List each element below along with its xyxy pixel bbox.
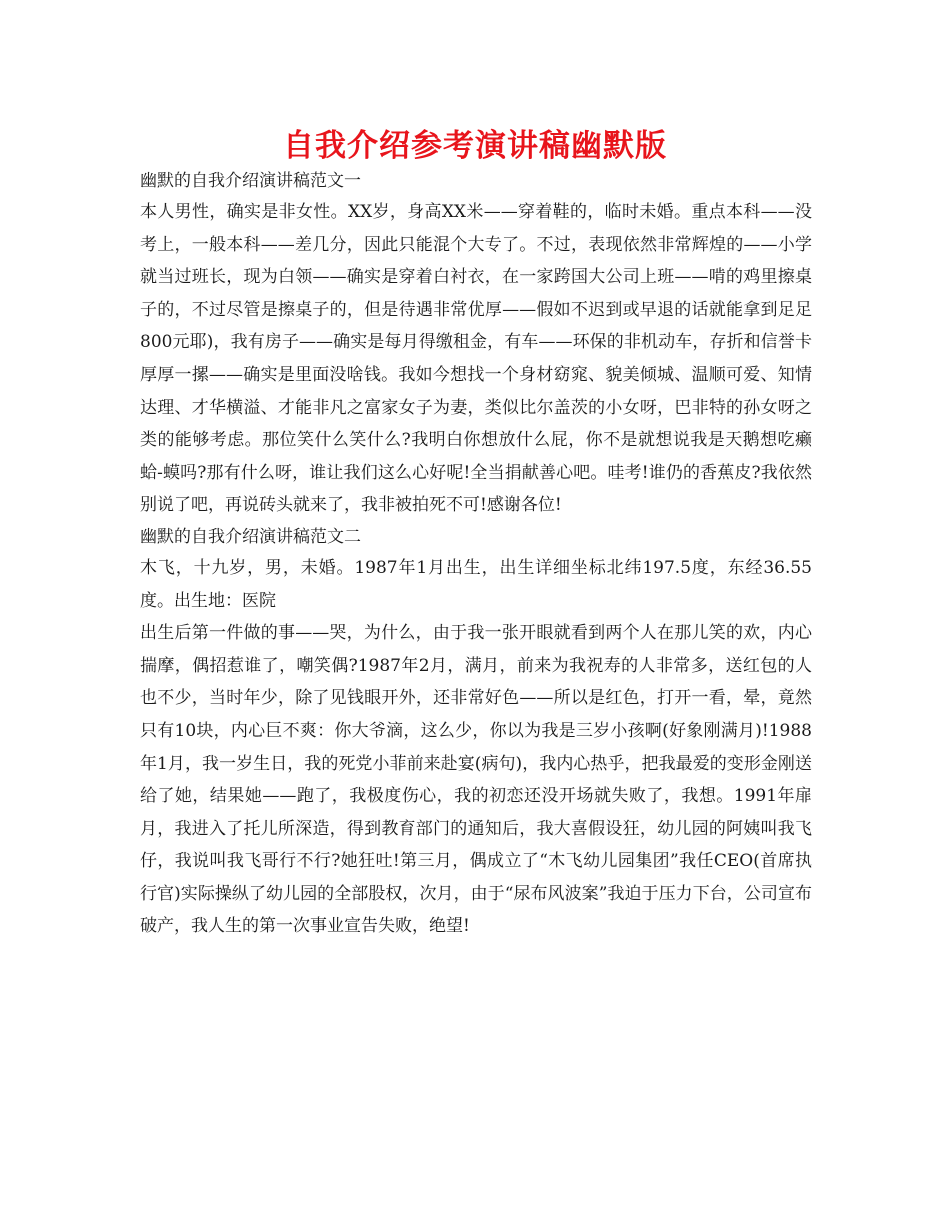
section-1-paragraph: 本人男性，确实是非女性。XX岁，身高XX米——穿着鞋的，临时未婚。重点本科——没考上，一般本科——差几分，因此只能混个大专了。不过，表现依然非常辉煌的——小学就当过班长，现为白领——确实是穿着白衬衣，在一家跨国大公司上班——啃的鸡里擦桌子的，不过尽管是擦桌子的，但是待遇非常优厚——假如不迟到或早退的话就能拿到足足800元耶)，我有房子——确实是每月得缴租金，有车——环保的非机动车，存折和信誉卡厚厚一摞——确实是里面没啥钱。我如今想找一个身材窈窕、貌美倾城、温顺可爱、知情达理、才华横溢、才能非凡之富家女子为妻，类似比尔盖茨的小女呀，巴非特的孙女呀之类的能够考虑。那位笑什么笑什么?我明白你想放什么屁，你不是就想说我是天鹅想吃癞蛤-蟆吗?那有什么呀，谁让我们这么心好呢!全当捐献善心吧。哇考!谁仍的香蕉皮?我依然别说了吧，再说砖头就来了，我非被拍死不可!感谢各位! [140,202,812,516]
document-title: 自我介绍参考演讲稿幽默版 [283,128,667,164]
document-body [140,166,812,943]
section-heading-1: 幽默的自我介绍演讲稿范文一 [140,171,361,191]
section-2-paragraph-2: 出生后第一件做的事——哭，为什么，由于我一张开眼就看到两个人在那儿笑的欢，内心揣摩，偶招惹谁了，嘲笑偶?1987年2月，满月，前来为我祝寿的人非常多，送红包的人也不少，当时年少，除了见钱眼开外，还非常好色——所以是红色，打开一看，晕，竟然只有10块，内心巨不爽：你大爷滴，这么少，你以为我是三岁小孩啊(好象刚满月)!1988年1月，我一岁生日，我的死党小菲前来赴宴(病句)，我内心热乎，把我最爱的变形金刚送给了她，结果她——跑了，我极度伤心，我的初恋还没开场就失败了，我想。1991年扉月，我进入了托儿所深造，得到教育部门的通知后，我大喜假设狂，幼儿园的阿姨叫我飞仔，我说叫我飞哥行不行?她狂吐!第三月，偶成立了“木飞幼儿园集团”我任CEO(首席执行官)实际操纵了幼儿园的全部股权，次月，由于“尿布风波案”我迫于压力下台，公司宣布破产，我人生的第一次事业宣告失败，绝望! [140,623,812,937]
section-2-paragraph-1: 木飞，十九岁，男，未婚。1987年1月出生，出生详细坐标北纬197.5度，东经36.55度。出生地：医院 [140,557,812,611]
section-heading-2: 幽默的自我介绍演讲稿范文二 [140,526,361,547]
